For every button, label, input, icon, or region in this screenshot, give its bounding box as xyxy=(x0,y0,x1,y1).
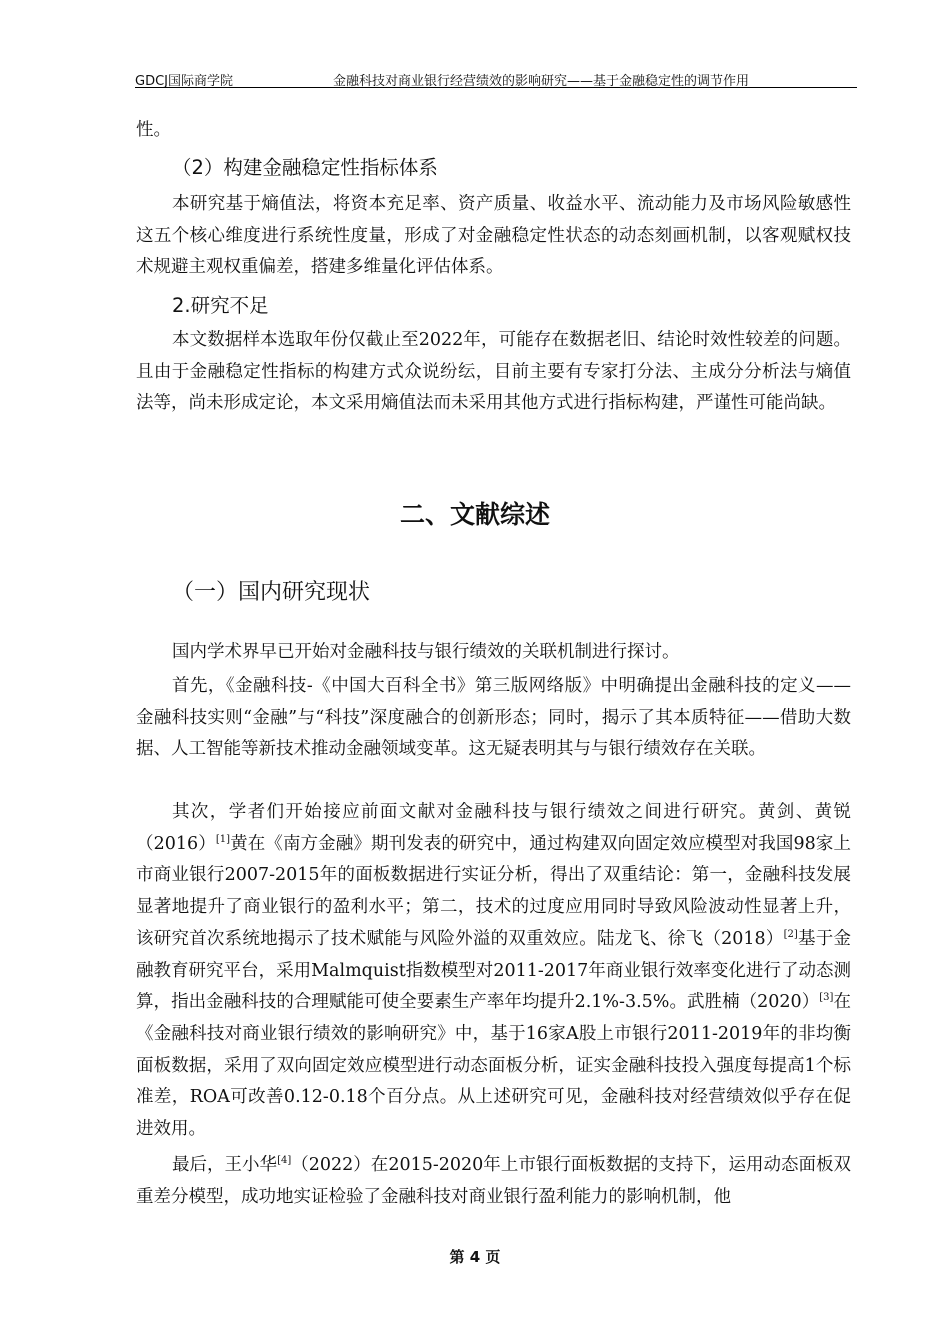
header-rule xyxy=(135,87,857,88)
heading-limitations: 2.研究不足 xyxy=(172,294,269,317)
paragraph-limitations: 本文数据样本选取年份仅截止至2022年，可能存在数据老旧、结论时效性较差的问题。且由于金融稳定性指标的构建方式众说纷纭，目前主要有专家打分法、主成分分析法与熵值法等，尚未形成定论，本文采用熵值法而未采用其他方式进行指标构建，严谨性可能尚缺。 xyxy=(136,330,851,414)
section-title: （一）国内研究现状 xyxy=(172,580,371,605)
header-paper-title: 金融科技对商业银行经营绩效的影响研究——基于金融稳定性的调节作用 xyxy=(333,74,750,89)
paragraph-second xyxy=(136,797,851,1146)
page-number: 第 4 页 xyxy=(449,1248,501,1266)
citation-ref-4: [4] xyxy=(277,1155,292,1167)
citation-ref-1: [1] xyxy=(215,833,231,845)
paragraph-intro: 国内学术界早已开始对金融科技与银行绩效的关联机制进行探讨。 xyxy=(172,642,680,662)
text-run: 其次，学者们开始接应前面文献对金融科技与银行绩效之间进行研究。黄剑、黄锐（2016） xyxy=(136,802,851,854)
paragraph-first: 首先，《金融科技-《中国大百科全书》第三版网络版》中明确提出金融科技的定义——金融科技实则“金融”与“科技”深度融合的创新形态；同时，揭示了其本质特征——借助大数据、人工智能等新技术推动金融领域变革。这无疑表明其与与银行绩效存在关联。 xyxy=(136,676,851,760)
paragraph-last xyxy=(136,1150,851,1213)
chapter-title: 二、文献综述 xyxy=(399,500,550,529)
running-header xyxy=(135,70,857,88)
header-institution: GDCJ国际商学院 xyxy=(135,74,233,89)
citation-ref-2: [2] xyxy=(783,928,798,940)
citation-ref-3: [3] xyxy=(819,992,834,1004)
text-run: 在《金融科技对商业银行绩效的影响研究》中，基于16家A股上市银行2011-2019年的非均衡面板数据，采用了双向固定效应模型进行动态面板分析，证实金融科技投入强度每提高1个标准差，ROA可改善0.12-0.18个百分点。从上述研究可见，金融科技对经营绩效似乎存在促进效用。 xyxy=(136,992,851,1140)
text-run: （2022）在2015-2020年上市银行面板数据的支持下，运用动态面板双重差分模型，成功地实证检验了金融科技对商业银行盈利能力的影响机制，他 xyxy=(136,1155,851,1207)
paragraph-fragment: 性。 xyxy=(136,120,171,140)
paragraph-entropy-method: 本研究基于熵值法，将资本充足率、资产质量、收益水平、流动能力及市场风险敏感性这五个核心维度进行系统性度量，形成了对金融稳定性状态的动态刻画机制，以客观赋权技术规避主观权重偏差，搭建多维量化评估体系。 xyxy=(136,194,851,278)
text-run: 最后，王小华 xyxy=(172,1155,278,1175)
text-run: 基于金融教育研究平台，采用Malmquist指数模型对2011-2017年商业银行效率变化进行了动态测算，指出金融科技的合理赋能可使全要素生产率年均提升2.1%-3.5%。武胜楠（2020） xyxy=(136,928,851,1013)
sub-heading-index-system: （2）构建金融稳定性指标体系 xyxy=(172,156,438,179)
text-run: 黄在《南方金融》期刊发表的研究中，通过构建双向固定效应模型对我国98家上市商业银行2007-2015年的面板数据进行实证分析，得出了双重结论：第一，金融科技发展显著地提升了商业银行的盈利水平；第二，技术的过度应用同时导致风险波动性显著上升，该研究首次系统地揭示了技术赋能与风险外溢的双重效应。陆龙飞、徐飞（2018） xyxy=(136,833,851,949)
